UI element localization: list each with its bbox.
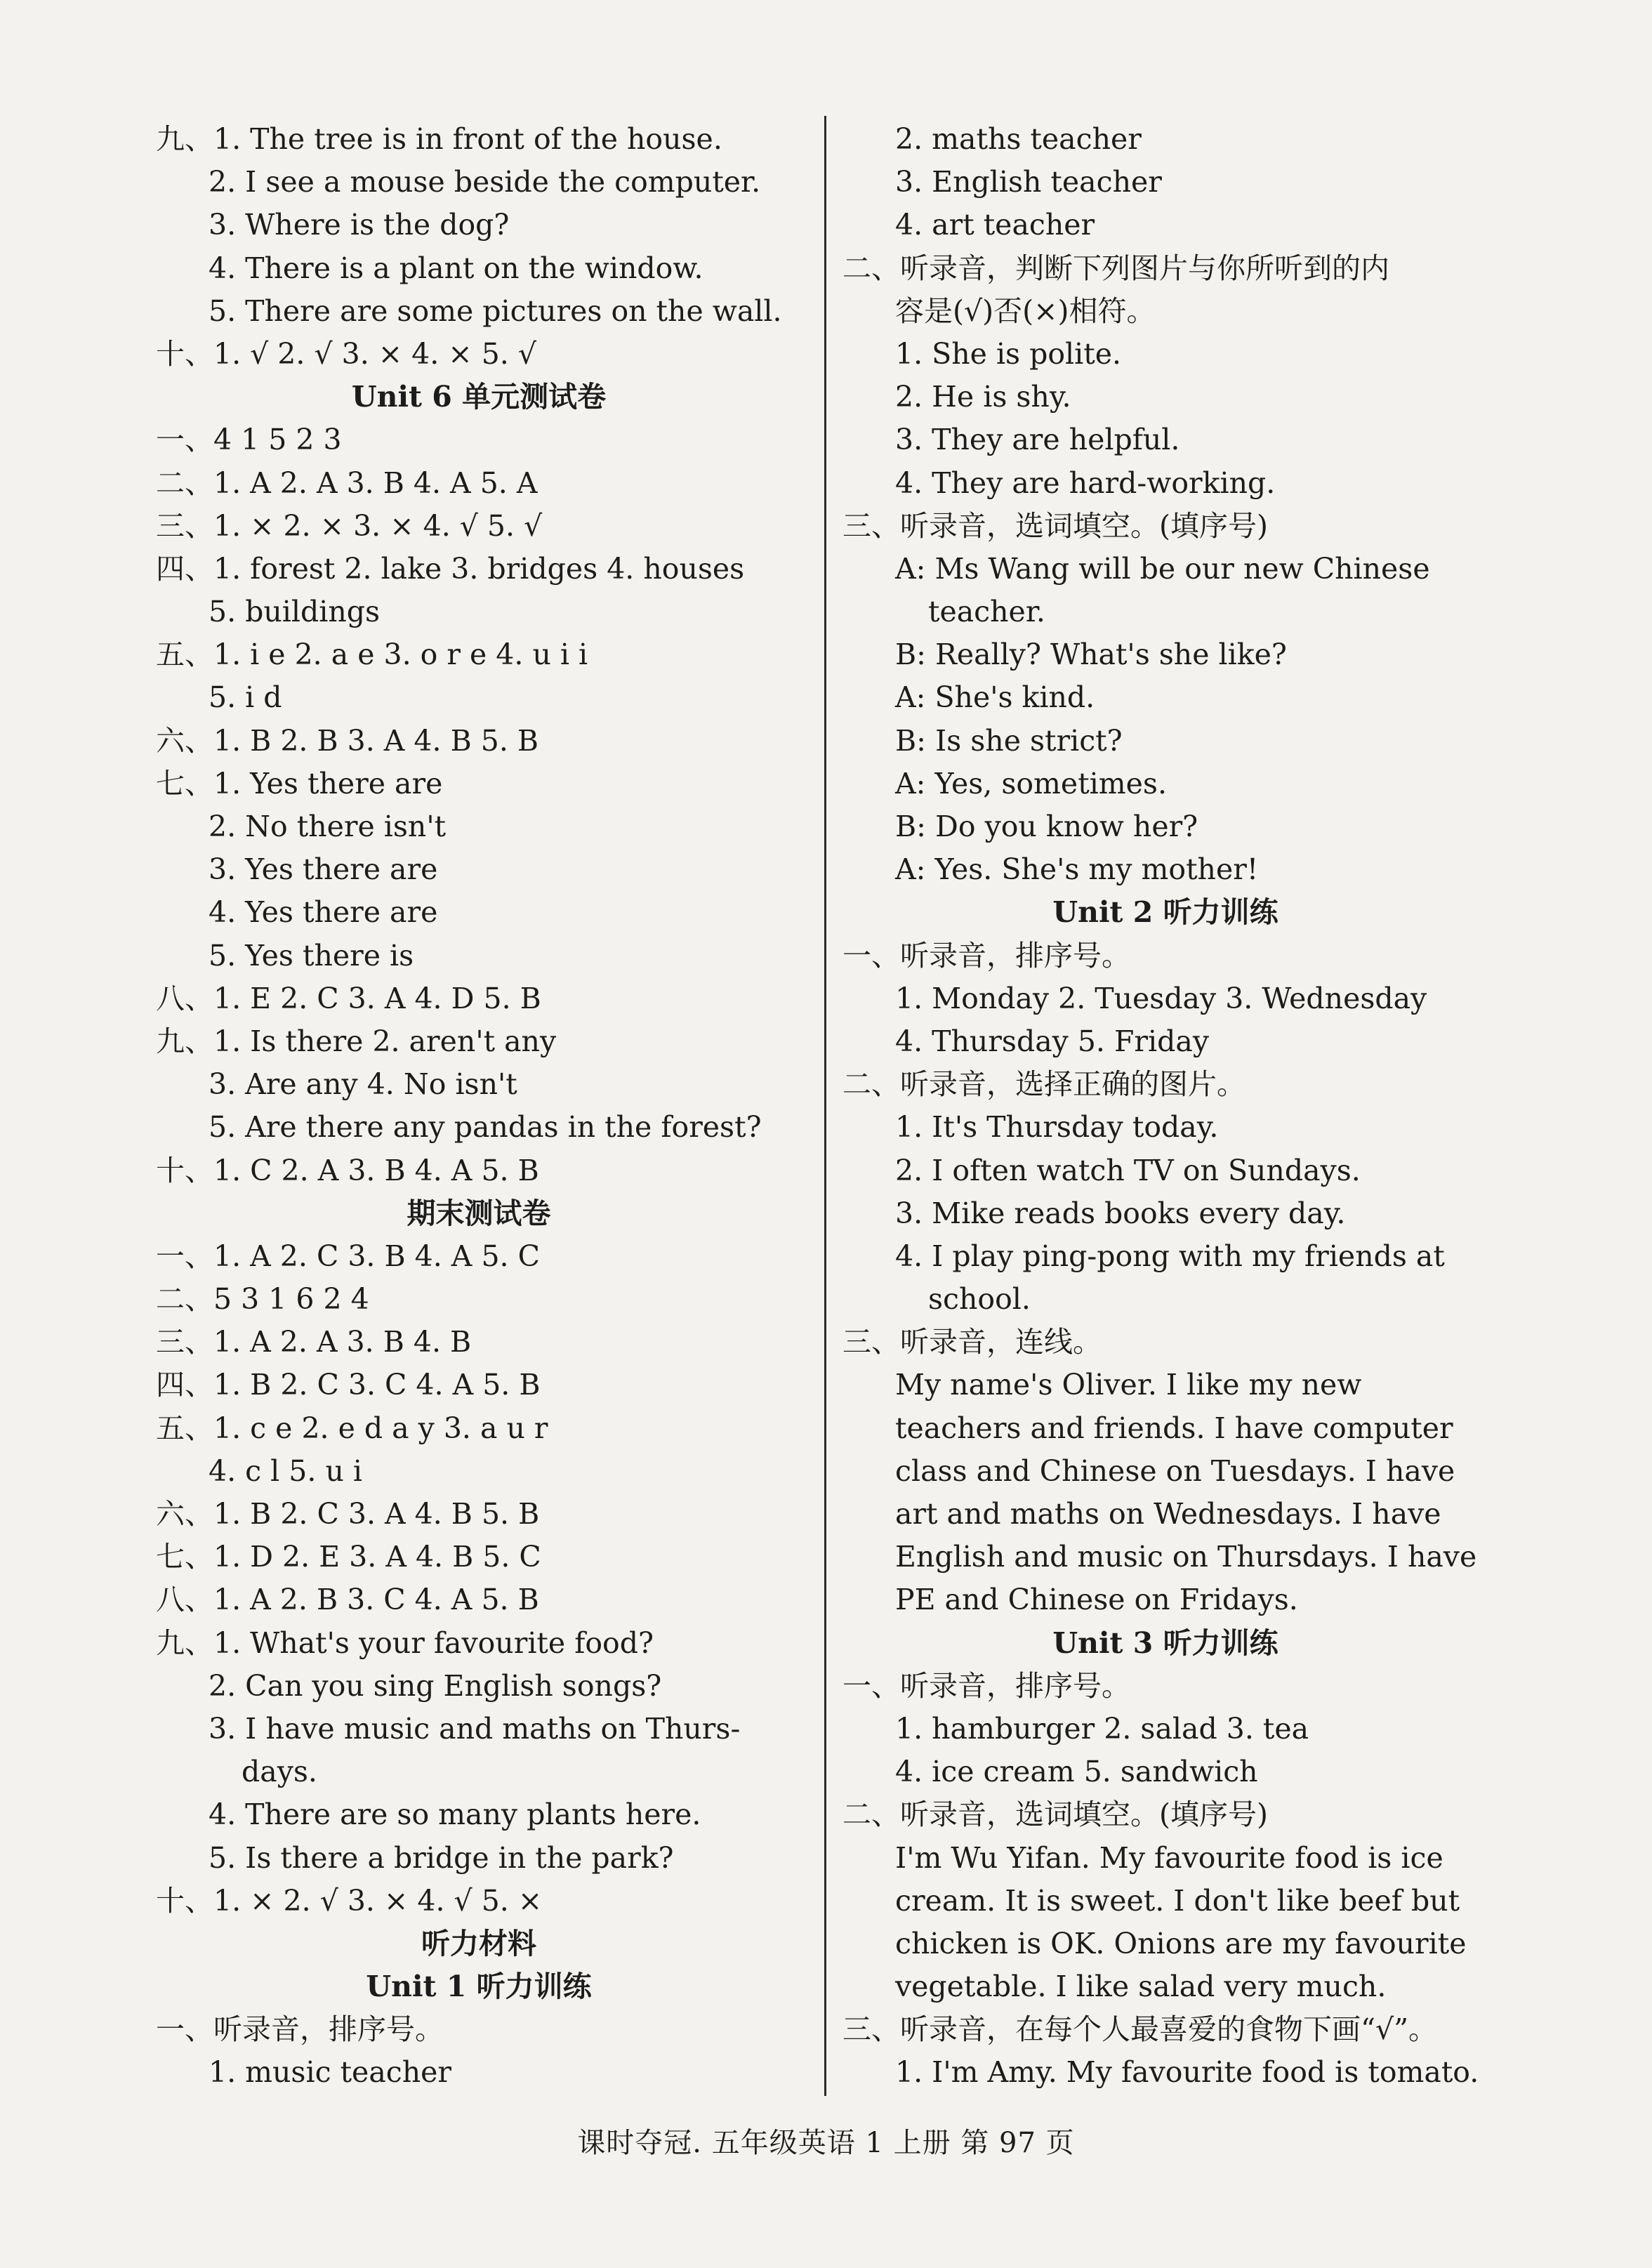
- section-heading: 期末测试卷: [407, 1196, 551, 1230]
- text-line: A: She's kind.: [895, 680, 1095, 715]
- text-line: 4. ice cream 5. sandwich: [895, 1755, 1258, 1789]
- text-line: B: Do you know her?: [895, 810, 1198, 843]
- column-divider: [824, 116, 826, 2096]
- text-line: 三、听录音，在每个人最喜爱的食物下画“√”。: [842, 2012, 1438, 2047]
- text-line: 三、1. A 2. A 3. B 4. B: [156, 1325, 472, 1359]
- text-line: 六、1. B 2. C 3. A 4. B 5. B: [156, 1497, 540, 1531]
- text-line: 5. Yes there is: [209, 938, 414, 973]
- text-line: 五、1. c e 2. e d a y 3. a u r: [156, 1411, 548, 1445]
- text-line: chicken is OK. Onions are my favourite: [895, 1926, 1467, 1960]
- text-line: 4. There is a plant on the window.: [209, 251, 703, 285]
- page-footer: 课时夺冠. 五年级英语 1 上册 第 97 页: [577, 2127, 1075, 2159]
- section-heading: Unit 2 听力训练: [1052, 895, 1278, 930]
- right-column: [842, 118, 1488, 2095]
- text-line: 三、听录音，连线。: [842, 1325, 1102, 1359]
- text-line: My name's Oliver. I like my new: [895, 1368, 1362, 1402]
- text-line: 1. music teacher: [209, 2055, 451, 2090]
- text-line: 2. I see a mouse beside the computer.: [209, 165, 761, 199]
- text-line: 三、听录音，选词填空。(填序号): [842, 508, 1268, 543]
- text-line: 四、1. forest 2. lake 3. bridges 4. houses: [156, 551, 745, 586]
- text-line: B: Really? What's she like?: [895, 638, 1287, 672]
- text-line: 3. I have music and maths on Thurs-: [209, 1711, 741, 1746]
- text-line: 八、1. E 2. C 3. A 4. D 5. B: [156, 981, 541, 1015]
- text-line: teachers and friends. I have computer: [895, 1411, 1453, 1445]
- text-line: 一、听录音，排序号。: [842, 938, 1130, 973]
- text-line: 4. Yes there are: [209, 895, 438, 930]
- text-line: 二、听录音，选词填空。(填序号): [842, 1798, 1268, 1832]
- text-line: 3. English teacher: [895, 165, 1162, 199]
- text-line: cream. It is sweet. I don't like beef but: [895, 1883, 1460, 1918]
- text-line: 4. I play ping-pong with my friends at: [895, 1239, 1445, 1273]
- text-line: 九、1. What's your favourite food?: [156, 1626, 654, 1660]
- text-line: teacher.: [928, 595, 1045, 629]
- text-line: 二、听录音，选择正确的图片。: [842, 1067, 1245, 1102]
- text-line: 3. Yes there are: [209, 852, 438, 887]
- text-line: A: Ms Wang will be our new Chinese: [895, 551, 1430, 586]
- text-line: I'm Wu Yifan. My favourite food is ice: [895, 1840, 1443, 1875]
- section-heading: Unit 6 单元测试卷: [351, 380, 607, 414]
- text-line: 六、1. B 2. B 3. A 4. B 5. B: [156, 723, 539, 758]
- text-line: 4. There are so many plants here.: [209, 1798, 701, 1832]
- text-line: 1. Monday 2. Tuesday 3. Wednesday: [895, 981, 1427, 1015]
- text-line: PE and Chinese on Fridays.: [895, 1583, 1298, 1617]
- text-line: 1. I'm Amy. My favourite food is tomato.: [895, 2055, 1479, 2090]
- text-line: B: Is she strict?: [895, 723, 1123, 758]
- text-line: 5. buildings: [209, 595, 381, 629]
- text-line: 二、5 3 1 6 2 4: [156, 1282, 369, 1317]
- text-line: 5. i d: [209, 680, 282, 715]
- text-line: 3. They are helpful.: [895, 423, 1180, 457]
- text-line: days.: [242, 1755, 317, 1789]
- text-line: 七、1. D 2. E 3. A 4. B 5. C: [156, 1540, 541, 1574]
- text-line: 2. No there isn't: [209, 810, 447, 843]
- text-line: 2. He is shy.: [895, 380, 1071, 414]
- text-line: 2. maths teacher: [895, 122, 1142, 156]
- text-line: 四、1. B 2. C 3. C 4. A 5. B: [156, 1368, 541, 1402]
- text-line: 3. Mike reads books every day.: [895, 1196, 1346, 1230]
- text-line: English and music on Thursdays. I have: [895, 1540, 1477, 1574]
- text-line: 一、1. A 2. C 3. B 4. A 5. C: [156, 1239, 540, 1273]
- text-line: 一、4 1 5 2 3: [156, 423, 342, 457]
- text-line: 1. It's Thursday today.: [895, 1110, 1219, 1145]
- text-line: 七、1. Yes there are: [156, 766, 443, 800]
- text-line: 3. Where is the dog?: [209, 208, 510, 242]
- text-line: 5. Is there a bridge in the park?: [209, 1840, 674, 1875]
- text-line: 2. I often watch TV on Sundays.: [895, 1153, 1361, 1187]
- text-line: 九、1. Is there 2. aren't any: [156, 1024, 557, 1058]
- text-line: art and maths on Wednesdays. I have: [895, 1497, 1441, 1531]
- text-line: 八、1. A 2. B 3. C 4. A 5. B: [156, 1583, 539, 1617]
- text-line: vegetable. I like salad very much.: [895, 1970, 1387, 2004]
- text-line: 4. They are hard-working.: [895, 466, 1276, 500]
- text-line: 4. art teacher: [895, 208, 1095, 242]
- text-line: 1. hamburger 2. salad 3. tea: [895, 1711, 1309, 1746]
- text-line: 五、1. i e 2. a e 3. o r e 4. u i i: [156, 638, 588, 672]
- text-line: 5. There are some pictures on the wall.: [209, 294, 782, 328]
- text-line: A: Yes. She's my mother!: [895, 852, 1259, 887]
- text-line: 5. Are there any pandas in the forest?: [209, 1110, 762, 1145]
- left-column: [156, 118, 802, 2095]
- text-line: 4. c l 5. u i: [209, 1453, 362, 1488]
- text-line: 九、1. The tree is in front of the house.: [156, 122, 722, 156]
- text-line: class and Chinese on Tuesdays. I have: [895, 1453, 1455, 1488]
- text-line: 十、1. C 2. A 3. B 4. A 5. B: [156, 1153, 539, 1187]
- text-line: 一、听录音，排序号。: [156, 2012, 444, 2047]
- text-line: 二、1. A 2. A 3. B 4. A 5. A: [156, 466, 538, 500]
- text-line: school.: [928, 1282, 1031, 1317]
- text-line: 十、1. × 2. √ 3. × 4. √ 5. ×: [156, 1883, 543, 1918]
- text-line: 三、1. × 2. × 3. × 4. √ 5. √: [156, 508, 543, 543]
- text-line: 2. Can you sing English songs?: [209, 1668, 662, 1703]
- section-heading: Unit 1 听力训练: [366, 1970, 592, 2004]
- section-heading: Unit 3 听力训练: [1052, 1626, 1278, 1660]
- text-line: 容是(√)否(×)相符。: [895, 294, 1156, 328]
- text-line: 十、1. √ 2. √ 3. × 4. × 5. √: [156, 336, 536, 371]
- text-line: 1. She is polite.: [895, 336, 1122, 371]
- text-line: 3. Are any 4. No isn't: [209, 1067, 517, 1102]
- text-line: A: Yes, sometimes.: [895, 766, 1167, 800]
- text-line: 二、听录音，判断下列图片与你所听到的内: [842, 251, 1389, 285]
- section-heading: 听力材料: [421, 1926, 536, 1960]
- text-line: 4. Thursday 5. Friday: [895, 1024, 1209, 1058]
- text-line: 一、听录音，排序号。: [842, 1668, 1130, 1703]
